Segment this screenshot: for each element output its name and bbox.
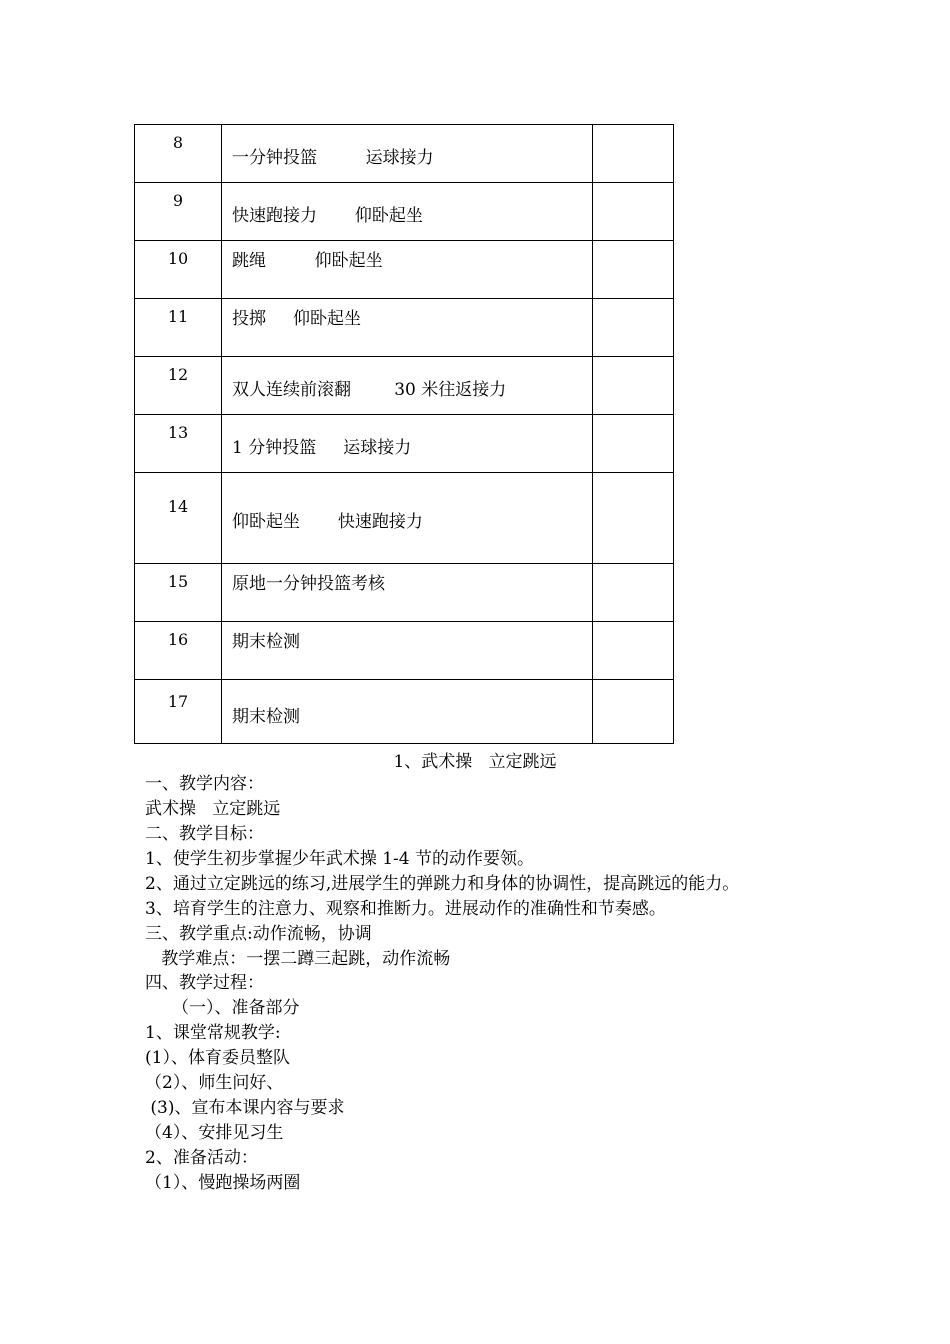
week-number-cell [135,622,222,680]
content-text: 双人连续前滚翻 30 米往返接力 [232,380,507,400]
week-number-cell [135,473,222,564]
schedule-table [134,124,674,744]
week-number-cell [135,564,222,622]
lesson-line: 1、使学生初步掌握少年武术操 1-4 节的动作要领。 [145,849,534,869]
content-cell [222,183,593,241]
note-cell [593,357,674,415]
week-number: 13 [167,423,189,442]
lesson-line: （一）、准备部分 [145,998,300,1018]
content-text: 1 分钟投篮 运球接力 [232,438,412,458]
week-number-cell [135,415,222,473]
content-text: 快速跑接力 仰卧起坐 [232,206,423,226]
note-cell [593,241,674,299]
table-row [135,473,674,564]
lesson-line: 教学难点：一摆二蹲三起跳，动作流畅 [145,949,451,969]
content-text: 期末检测 [232,632,300,652]
content-cell [222,415,593,473]
table-row [135,622,674,680]
lesson-line: 2、准备活动： [145,1148,258,1168]
table-row [135,680,674,744]
note-cell [593,125,674,183]
week-number: 9 [172,191,184,210]
content-text: 期末检测 [232,707,300,727]
content-cell [222,299,593,357]
content-cell [222,564,593,622]
week-number: 12 [167,365,189,384]
content-text: 原地一分钟投篮考核 [232,574,385,594]
lesson-line: (1）、体育委员整队 [145,1048,290,1068]
lesson-line: （4）、安排见习生 [145,1123,284,1143]
table-row [135,183,674,241]
lesson-line: （1）、慢跑操场两圈 [145,1173,301,1193]
week-number-cell [135,680,222,744]
week-number: 17 [167,692,189,711]
note-cell [593,415,674,473]
content-text: 仰卧起坐 快速跑接力 [232,512,423,532]
week-number: 11 [167,307,189,326]
table-row [135,415,674,473]
content-text: 跳绳 仰卧起坐 [232,251,383,271]
content-cell [222,357,593,415]
lesson-title: 1、武术操 立定跳远 [393,752,557,772]
lesson-line: 武术操 立定跳远 [145,799,281,819]
content-cell [222,241,593,299]
note-cell [593,183,674,241]
lesson-line: 二、教学目标： [145,824,264,844]
lesson-line: (3)、宣布本课内容与要求 [145,1098,345,1118]
table-row [135,299,674,357]
week-number-cell [135,357,222,415]
content-text: 投掷 仰卧起坐 [232,309,362,329]
note-cell [593,564,674,622]
content-cell [222,473,593,564]
note-cell [593,680,674,744]
table-row [135,241,674,299]
lesson-line: 三、教学重点:动作流畅，协调 [145,924,372,944]
content-cell [222,680,593,744]
week-number: 15 [167,572,189,591]
week-number-cell [135,125,222,183]
week-number-cell [135,241,222,299]
week-number: 8 [172,133,184,152]
content-cell [222,125,593,183]
lesson-line: 3、培育学生的注意力、观察和推断力。进展动作的准确性和节奏感。 [145,899,666,919]
week-number: 16 [167,630,189,649]
table-row [135,357,674,415]
note-cell [593,299,674,357]
lesson-line: 一、教学内容： [145,774,264,794]
week-number: 14 [167,497,189,516]
lesson-line: 2、通过立定跳远的练习,进展学生的弹跳力和身体的协调性，提高跳远的能力。 [145,874,740,894]
week-number-cell [135,183,222,241]
note-cell [593,473,674,564]
content-cell [222,622,593,680]
week-number-cell [135,299,222,357]
week-number: 10 [167,249,189,268]
table-row [135,125,674,183]
note-cell [593,622,674,680]
content-text: 一分钟投篮 运球接力 [232,148,434,168]
lesson-line: 1、课堂常规教学: [145,1023,281,1043]
lesson-line: 四、教学过程： [145,973,264,993]
lesson-line: （2）、师生问好、 [145,1073,284,1093]
table-row [135,564,674,622]
